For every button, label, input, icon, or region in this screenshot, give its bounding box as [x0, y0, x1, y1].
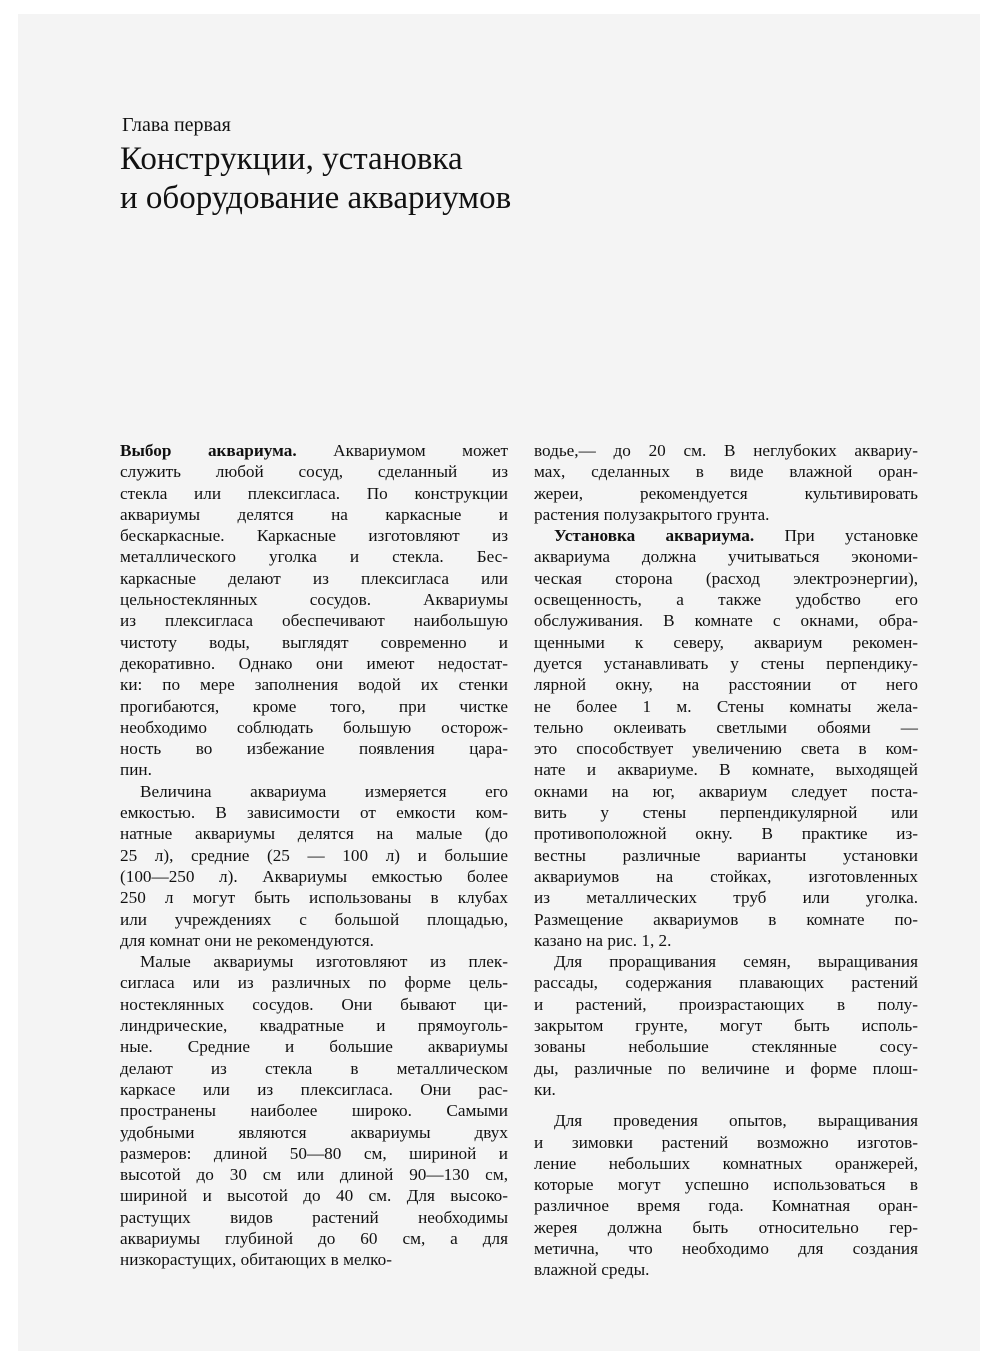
- chapter-title-line: и оборудование аквариумов: [120, 180, 512, 216]
- text-line: [534, 483, 918, 504]
- text-line: [120, 781, 508, 802]
- text-line-content: ки: по мере заполнения водой их стенки: [120, 675, 508, 695]
- text-line-content: декоративно. Однако они имеют недостат-: [120, 653, 508, 673]
- text-line: [534, 1110, 918, 1131]
- text-line-content: жерея должна быть относительно гер-: [534, 1217, 918, 1237]
- text-line: [534, 972, 918, 993]
- text-line-content: бескаркасные. Каркасные изготовляют из: [120, 526, 508, 546]
- text-line: [120, 546, 508, 567]
- text-line-content: низкорастущих, обитающих в мелко-: [120, 1250, 392, 1270]
- text-column-right: [534, 440, 918, 1281]
- text-line: [120, 483, 508, 504]
- text-line-content: пин.: [120, 760, 152, 780]
- text-line-content: Аквариумом может: [296, 441, 508, 460]
- text-line: [534, 1238, 918, 1259]
- text-line: [120, 823, 508, 844]
- text-line-content: сигласа или из различных по форме цель-: [120, 973, 508, 993]
- text-line: [534, 696, 918, 717]
- text-line: [120, 951, 508, 972]
- text-line-content: не более 1 м. Стены комнаты жела-: [534, 696, 918, 716]
- text-line: [120, 696, 508, 717]
- text-line: [534, 1153, 918, 1174]
- text-line-content: метична, что необходимо для создания: [534, 1238, 918, 1258]
- section-heading: Установка аквариума.: [554, 526, 755, 546]
- text-line: [534, 738, 918, 759]
- text-line: [120, 525, 508, 546]
- text-line-content: тельно оклеивать светлыми обоями —: [534, 717, 918, 737]
- text-line-content: дуется устанавливать у стены перпендику-: [534, 653, 918, 673]
- text-line-content: натные аквариумы делятся на малые (до: [120, 824, 508, 844]
- text-line-content: для комнат они не рекомендуются.: [120, 930, 374, 950]
- text-line: [534, 504, 918, 525]
- text-line: [120, 653, 508, 674]
- text-line: [120, 1058, 508, 1079]
- text-line: [120, 632, 508, 653]
- text-line: [534, 1058, 918, 1079]
- text-line: [120, 1207, 508, 1228]
- text-line-content: Для проращивания семян, выращивания: [554, 952, 918, 972]
- text-line-content: и растений, произрастающих в полу-: [534, 994, 918, 1014]
- text-line-content: из металлических труб или уголка.: [534, 888, 918, 908]
- text-line: [120, 1122, 508, 1143]
- text-line: [120, 717, 508, 738]
- text-line-content: необходимо соблюдать большую осторож-: [120, 717, 508, 737]
- text-line-content: растущих видов растений необходимы: [120, 1207, 508, 1227]
- text-line: [120, 440, 508, 461]
- text-line-content: чистоту воды, выглядят современно и: [120, 632, 508, 652]
- text-line: [120, 1015, 508, 1036]
- text-line: [120, 1164, 508, 1185]
- text-line-content: освещенность, а также удобство его: [534, 590, 918, 610]
- text-line-content: стекла или плексигласа. По конструкции: [120, 483, 508, 503]
- text-line-content: жереи, рекомендуется культивировать: [534, 483, 918, 503]
- text-line: [534, 1036, 918, 1057]
- text-line-content: окнами на юг, аквариум следует поста-: [534, 781, 918, 801]
- text-line-content: рассады, содержания плавающих растений: [534, 973, 918, 993]
- text-line: [120, 589, 508, 610]
- text-line-content: Размещение аквариумов в комнате по-: [534, 909, 918, 929]
- text-line: [534, 994, 918, 1015]
- text-line-content: каркасе или из плексигласа. Они рас-: [120, 1079, 508, 1099]
- text-line-content: это способствует увеличению света в ком-: [534, 739, 918, 759]
- text-line: [534, 717, 918, 738]
- text-line: [120, 1100, 508, 1121]
- text-line-content: различное время года. Комнатная оран-: [534, 1196, 918, 1216]
- text-line-content: емкостью. В зависимости от емкости ком-: [120, 803, 508, 823]
- text-line: [534, 632, 918, 653]
- text-line: [120, 1143, 508, 1164]
- text-line: [534, 909, 918, 930]
- text-line: [120, 994, 508, 1015]
- text-line-content: 25 л), средние (25 — 100 л) и большие: [120, 845, 508, 865]
- text-line: [534, 930, 918, 951]
- text-line: [534, 674, 918, 695]
- text-line-content: ление небольших комнатных оранжерей,: [534, 1153, 918, 1173]
- text-line: [120, 1228, 508, 1249]
- text-line: [120, 759, 508, 780]
- text-line: [120, 845, 508, 866]
- text-line: [534, 546, 918, 567]
- text-line-content: аквариума должна учитываться экономи-: [534, 547, 918, 567]
- text-line-content: лярной окну, на расстоянии от него: [534, 675, 918, 695]
- text-column-left: [120, 440, 508, 1271]
- text-line: [120, 610, 508, 631]
- text-line-content: аквариумов на стойках, изготовленных: [534, 866, 918, 886]
- text-line-content: вить у стены перпендикулярной или: [534, 803, 918, 823]
- text-line-content: 250 л могут быть использованы в клубах: [120, 888, 508, 908]
- text-line-content: или учреждениях с большой площадью,: [120, 909, 508, 929]
- text-line-content: шириной и высотой до 40 см. Для высоко-: [120, 1186, 508, 1206]
- text-line: [534, 568, 918, 589]
- text-line-content: делают из стекла в металлическом: [120, 1058, 508, 1078]
- text-line-content: закрытом грунте, могут быть исполь-: [534, 1016, 918, 1036]
- text-line-content: нате и аквариуме. В комнате, выходящей: [534, 760, 918, 780]
- paragraph: [120, 781, 508, 951]
- text-line: [534, 653, 918, 674]
- text-line-content: вестны различные варианты установки: [534, 845, 918, 865]
- text-line: [534, 802, 918, 823]
- text-line: [534, 1079, 918, 1100]
- text-line-content: ки.: [534, 1079, 556, 1099]
- text-line: [120, 568, 508, 589]
- text-line: [534, 823, 918, 844]
- text-line-content: При установке: [754, 526, 918, 546]
- chapter-label: Глава первая: [122, 114, 231, 136]
- text-line-content: из плексигласа обеспечивают наибольшую: [120, 611, 508, 631]
- text-line: [534, 866, 918, 887]
- text-line: [534, 1217, 918, 1238]
- text-line: [120, 461, 508, 482]
- text-line-content: цельностеклянных сосудов. Аквариумы: [120, 590, 508, 610]
- text-line-content: ность во избежание появления цара-: [120, 739, 508, 759]
- text-line-content: металлического уголка и стекла. Бес-: [120, 547, 508, 567]
- text-line: [120, 1036, 508, 1057]
- text-line-content: и зимовки растений возможно изготов-: [534, 1132, 918, 1152]
- text-line: [534, 887, 918, 908]
- text-line-content: служить любой сосуд, сделанный из: [120, 462, 508, 482]
- text-line-content: влажной среды.: [534, 1260, 650, 1280]
- text-line-content: ностеклянных сосудов. Они бывают ци-: [120, 994, 508, 1014]
- text-line-content: удобными являются аквариумы двух: [120, 1122, 508, 1142]
- text-line: [534, 845, 918, 866]
- text-line-content: обслуживания. В комнате с окнами, обра-: [534, 611, 918, 631]
- text-line-content: Для проведения опытов, выращивания: [554, 1111, 918, 1131]
- text-line-content: казано на рис. 1, 2.: [534, 930, 672, 950]
- chapter-title-line: Конструкции, установка: [120, 141, 463, 177]
- text-line-content: растения полузакрытого грунта.: [534, 504, 770, 524]
- text-line: [534, 759, 918, 780]
- paragraph: [534, 525, 918, 951]
- text-line: [534, 440, 918, 461]
- text-line: [120, 504, 508, 525]
- paragraph: [534, 951, 918, 1100]
- text-line-content: Малые аквариумы изготовляют из плек-: [140, 952, 508, 972]
- text-line: [120, 1079, 508, 1100]
- text-line: [120, 802, 508, 823]
- text-line-content: щенными к северу, аквариум рекомен-: [534, 632, 918, 652]
- text-line-content: ные. Средние и большие аквариумы: [120, 1037, 508, 1057]
- text-line: [534, 781, 918, 802]
- text-line: [120, 887, 508, 908]
- text-line: [120, 909, 508, 930]
- section-heading: Выбор аквариума.: [120, 441, 297, 460]
- text-line: [120, 972, 508, 993]
- text-line-content: прогибаются, кроме того, при чистке: [120, 696, 508, 716]
- text-line: [534, 1174, 918, 1195]
- text-line: [534, 525, 918, 546]
- text-line-content: водье,— до 20 см. В неглубоких аквариу-: [534, 441, 918, 460]
- text-line: [534, 461, 918, 482]
- text-line: [120, 866, 508, 887]
- text-line: [534, 610, 918, 631]
- text-line-content: аквариумы глубиной до 60 см, а для: [120, 1228, 508, 1248]
- text-line-content: зованы небольшие стеклянные сосу-: [534, 1037, 918, 1057]
- chapter-title: [120, 140, 511, 218]
- text-line-content: противоположной окну. В практике из-: [534, 824, 918, 844]
- text-line-content: пространены наиболее широко. Самыми: [120, 1101, 508, 1121]
- text-line-content: Величина аквариума измеряется его: [140, 781, 508, 801]
- text-line: [120, 738, 508, 759]
- text-line: [534, 951, 918, 972]
- text-line: [120, 674, 508, 695]
- text-line: [534, 1132, 918, 1153]
- text-line-content: ды, различные по величине и форме плош-: [534, 1058, 918, 1078]
- text-line-content: (100—250 л). Аквариумы емкостью более: [120, 866, 508, 886]
- text-line: [120, 1185, 508, 1206]
- text-line-content: аквариумы делятся на каркасные и: [120, 504, 508, 524]
- text-line: [120, 930, 508, 951]
- text-line-content: мах, сделанных в виде влажной оран-: [534, 462, 918, 482]
- text-line-content: размеров: длиной 50—80 см, шириной и: [120, 1143, 508, 1163]
- text-line: [534, 589, 918, 610]
- paragraph: [534, 1110, 918, 1280]
- text-line-content: которые могут успешно использоваться в: [534, 1175, 918, 1195]
- paragraph: [534, 440, 918, 525]
- text-line-content: каркасные делают из плексигласа или: [120, 568, 508, 588]
- text-line-content: высотой до 30 см или длиной 90—130 см,: [120, 1165, 508, 1185]
- text-line: [534, 1195, 918, 1216]
- text-line: [534, 1259, 918, 1280]
- text-line-content: линдрические, квадратные и прямоуголь-: [120, 1016, 508, 1036]
- text-line: [120, 1249, 508, 1270]
- paragraph: [120, 951, 508, 1270]
- text-line-content: ческая сторона (расход электроэнергии),: [534, 568, 918, 588]
- paragraph: [120, 440, 508, 781]
- text-line: [534, 1015, 918, 1036]
